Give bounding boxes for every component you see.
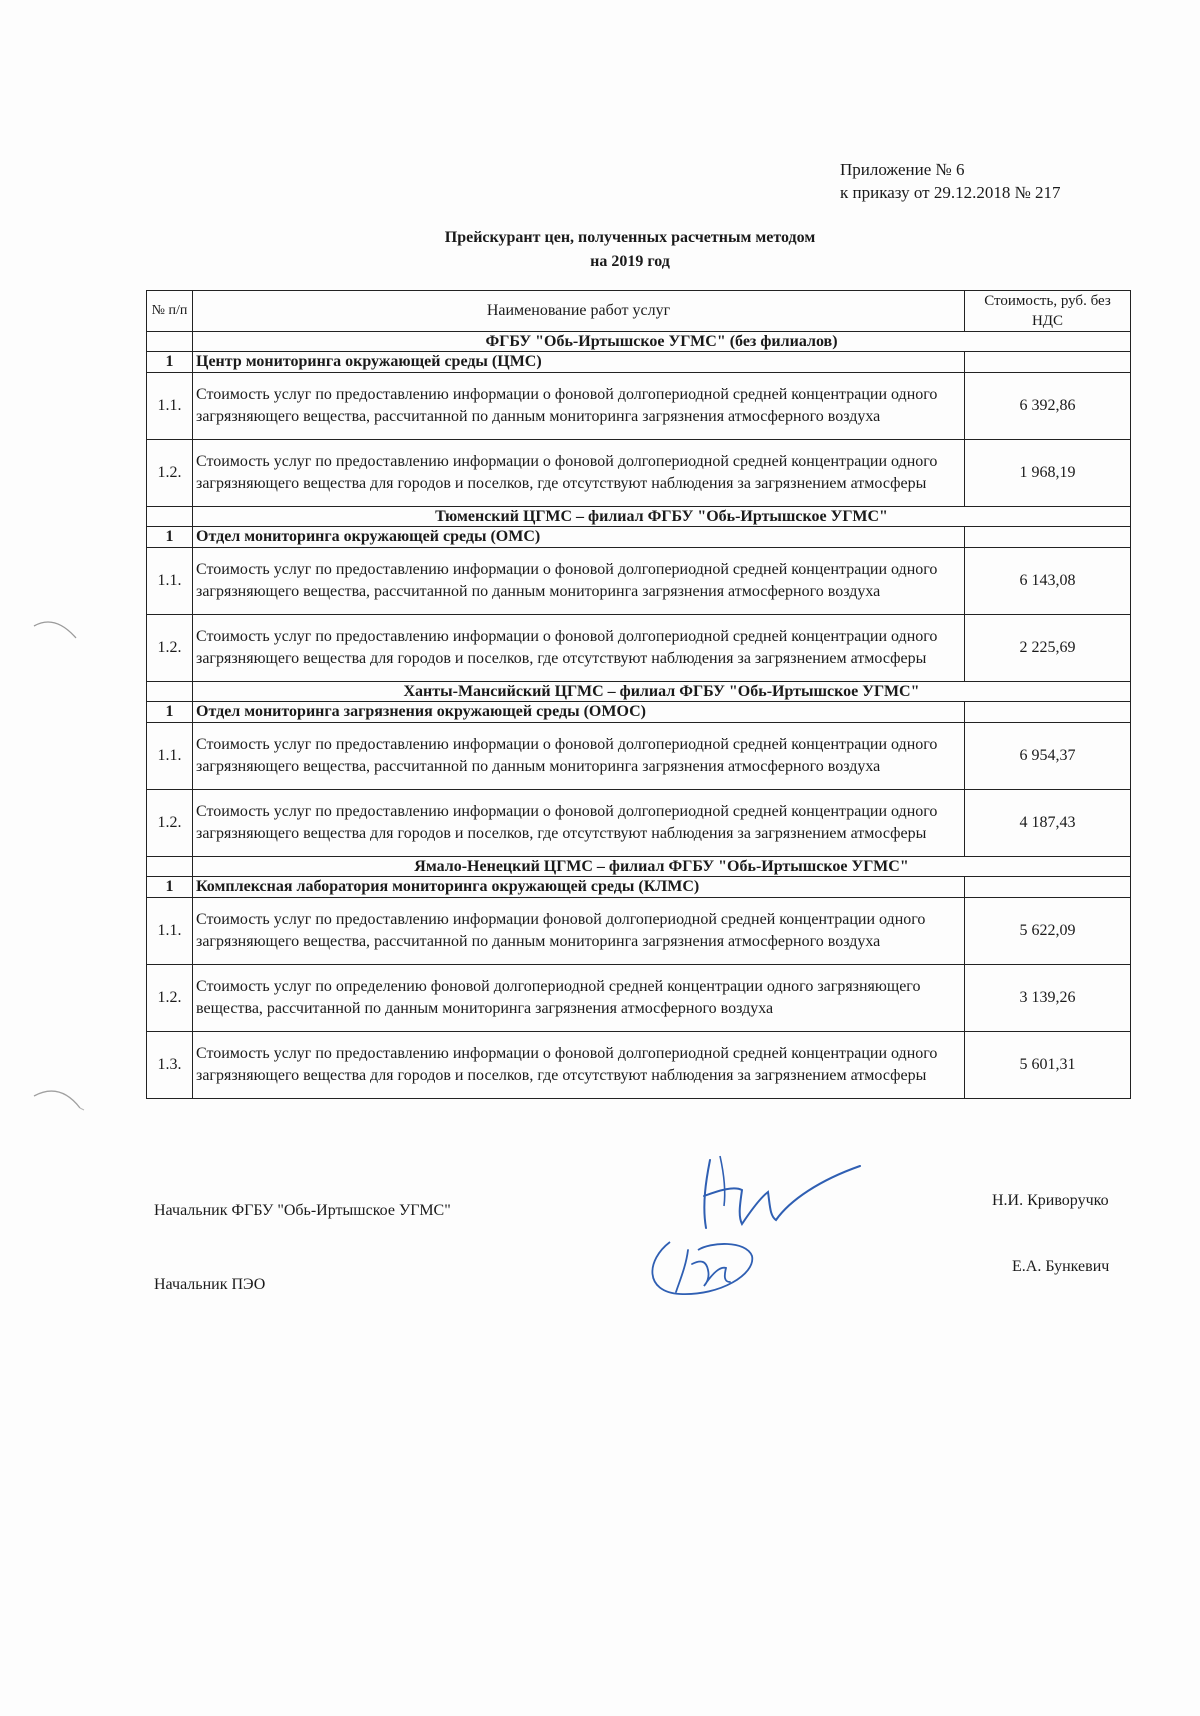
title-line-1: Прейскурант цен, полученных расчетным методом	[444, 229, 816, 246]
department-name: Комплексная лаборатория мониторинга окружающей среды (КЛМС)	[193, 877, 965, 898]
table-row	[147, 790, 1131, 857]
department-row	[147, 352, 1131, 373]
table-row	[147, 723, 1131, 790]
department-cost-cell	[965, 877, 1131, 898]
item-service-name: Стоимость услуг по предоставлению информации о фоновой долгопериодной средней концентрации одного загрязняющего вещества для городов и поселков, где отсутствуют наблюдения за загрязнением атмосферы	[193, 1032, 965, 1099]
table-row	[147, 1032, 1131, 1099]
item-service-name: Стоимость услуг по предоставлению информации о фоновой долгопериодной средней концентрации одного загрязняющего вещества для городов и поселков, где отсутствуют наблюдения за загрязнением атмосферы	[193, 440, 965, 507]
department-row	[147, 702, 1131, 723]
item-number: 1.2.	[147, 615, 193, 682]
branch-number-cell	[147, 332, 193, 352]
header-service-name: Наименование работ услуг	[193, 291, 965, 332]
branch-title: Тюменский ЦГМС – филиал ФГБУ "Обь-Иртышское УГМС"	[193, 507, 1131, 527]
department-row	[147, 877, 1131, 898]
item-number: 1.2.	[147, 440, 193, 507]
signature-position-2: Начальник ПЭО	[154, 1276, 266, 1293]
item-number: 1.3.	[147, 1032, 193, 1099]
table-row	[147, 373, 1131, 440]
signature-scribble-1	[690, 1150, 880, 1240]
branch-title: ФГБУ "Обь-Иртышское УГМС" (без филиалов)	[193, 332, 1131, 352]
item-service-name: Стоимость услуг по предоставлению информации о фоновой долгопериодной средней концентрации одного загрязняющего вещества, рассчитанной по данным мониторинга загрязнения атмосферного воздуха	[193, 373, 965, 440]
department-name: Центр мониторинга окружающей среды (ЦМС)	[193, 352, 965, 373]
department-number: 1	[147, 702, 193, 723]
department-name: Отдел мониторинга загрязнения окружающей среды (ОМОС)	[193, 702, 965, 723]
signature-name-2: Е.А. Бункевич	[1012, 1258, 1110, 1275]
punch-hole-mark-bottom	[30, 1086, 90, 1126]
annex-reference	[840, 158, 1061, 204]
item-cost: 3 139,26	[965, 965, 1131, 1032]
item-cost: 4 187,43	[965, 790, 1131, 857]
branch-title: Ямало-Ненецкий ЦГМС – филиал ФГБУ "Обь-Иртышское УГМС"	[193, 857, 1131, 877]
item-cost: 1 968,19	[965, 440, 1131, 507]
document-title	[0, 226, 1200, 274]
header-cost: Стоимость, руб. без НДС	[965, 291, 1131, 332]
department-cost-cell	[965, 352, 1131, 373]
item-number: 1.1.	[147, 373, 193, 440]
item-cost: 6 954,37	[965, 723, 1131, 790]
item-service-name: Стоимость услуг по предоставлению информации о фоновой долгопериодной средней концентрации одного загрязняющего вещества, рассчитанной по данным мониторинга загрязнения атмосферного воздуха	[193, 723, 965, 790]
item-cost: 2 225,69	[965, 615, 1131, 682]
item-service-name: Стоимость услуг по предоставлению информации о фоновой долгопериодной средней концентрации одного загрязняющего вещества для городов и поселков, где отсутствуют наблюдения за загрязнением атмосферы	[193, 615, 965, 682]
item-number: 1.1.	[147, 723, 193, 790]
title-line-2: на 2019 год	[590, 253, 670, 270]
table-row	[147, 548, 1131, 615]
signature-name-1: Н.И. Криворучко	[992, 1192, 1109, 1209]
item-number: 1.2.	[147, 965, 193, 1032]
header-number: № п/п	[147, 291, 193, 332]
table-row	[147, 898, 1131, 965]
department-number: 1	[147, 352, 193, 373]
department-cost-cell	[965, 702, 1131, 723]
item-service-name: Стоимость услуг по определению фоновой долгопериодной средней концентрации одного загрязняющего вещества, рассчитанной по данным мониторинга загрязнения атмосферного воздуха	[193, 965, 965, 1032]
item-cost: 6 392,86	[965, 373, 1131, 440]
department-cost-cell	[965, 527, 1131, 548]
branch-row	[147, 332, 1131, 352]
item-cost: 5 622,09	[965, 898, 1131, 965]
department-number: 1	[147, 527, 193, 548]
branch-title: Ханты-Мансийский ЦГМС – филиал ФГБУ "Обь-Иртышское УГМС"	[193, 682, 1131, 702]
item-cost: 6 143,08	[965, 548, 1131, 615]
item-service-name: Стоимость услуг по предоставлению информации о фоновой долгопериодной средней концентрации одного загрязняющего вещества для городов и поселков, где отсутствуют наблюдения за загрязнением атмосферы	[193, 790, 965, 857]
item-number: 1.1.	[147, 898, 193, 965]
branch-row	[147, 682, 1131, 702]
punch-hole-mark-top	[30, 616, 80, 646]
department-number: 1	[147, 877, 193, 898]
table-row	[147, 440, 1131, 507]
department-name: Отдел мониторинга окружающей среды (ОМС)	[193, 527, 965, 548]
annex-order-reference: к приказу от 29.12.2018 № 217	[840, 183, 1061, 202]
branch-row	[147, 507, 1131, 527]
item-number: 1.2.	[147, 790, 193, 857]
price-list-table	[146, 290, 1131, 1099]
signature-position-1: Начальник ФГБУ "Обь-Иртышское УГМС"	[154, 1202, 451, 1219]
table-row	[147, 615, 1131, 682]
branch-number-cell	[147, 857, 193, 877]
item-number: 1.1.	[147, 548, 193, 615]
table-header-row	[147, 291, 1131, 332]
annex-number: Приложение № 6	[840, 160, 965, 179]
price-table-body	[147, 291, 1131, 1099]
table-row	[147, 965, 1131, 1032]
item-service-name: Стоимость услуг по предоставлению информации о фоновой долгопериодной средней концентрации одного загрязняющего вещества, рассчитанной по данным мониторинга загрязнения атмосферного воздуха	[193, 548, 965, 615]
signature-scribble-2	[640, 1230, 770, 1310]
branch-number-cell	[147, 507, 193, 527]
item-service-name: Стоимость услуг по предоставлению информации фоновой долгопериодной средней концентрации одного загрязняющего вещества, рассчитанной по данным мониторинга загрязнения атмосферного воздуха	[193, 898, 965, 965]
branch-row	[147, 857, 1131, 877]
department-row	[147, 527, 1131, 548]
item-cost: 5 601,31	[965, 1032, 1131, 1099]
branch-number-cell	[147, 682, 193, 702]
